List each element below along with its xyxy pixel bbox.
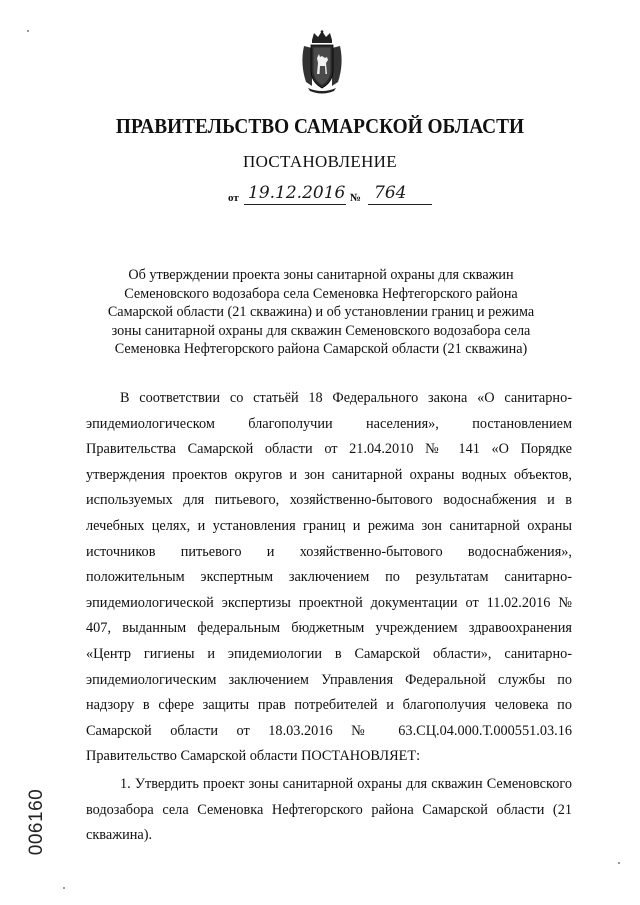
document-subject: Об утверждении проекта зоны санитарной охраны для скважин Семеновского водозабора села Семеновка Нефтегорского района Самарской области (21 скважина) и об установлении границ и режима зоны санитарной охраны для скважин Семеновского водозабора села Семеновка Нефтегорского района Самарской области (21 скважина) bbox=[107, 267, 535, 357]
body-preamble: В соответствии со статьёй 18 Федерального закона «О санитарно-эпидемиологическом благополучии населения», постановлением Правительства Самарской области от 21.04.2010 № 141 «О Порядке утверждения проектов округов и зон санитарной охраны водных объектов, используемых для питьевого, хозяйственно-бытового водоснабжения и в лечебных целях, и установления границ и режима зон санитарной охраны источников питьевого и хозяйственно-бытового водоснабжения», положительным экспертным заключением по результатам санитарно-эпидемиологической экспертизы проектной документации от 11.02.2016 № 407, выданным федеральным бюджетным учреждением здравоохранения «Центр гигиены и эпидемиологии в Самарской области», санитарно-эпидемиологическим заключением Управления Федеральной службы по надзору в сфере защиты прав потребителей и благополучия человека по Самарской области от 18.03.2016 № 63.СЦ.04.000.Т.000551.03.16 Правительство Самарской области ПОСТАНОВЛЯЕТ: bbox=[86, 390, 572, 765]
body-item-1: 1. Утвердить проект зоны санитарной охраны для скважин Семеновского водозабора села Семеновка Нефтегорского района Самарской области (21 скважина). bbox=[86, 775, 572, 844]
date-number-line bbox=[228, 182, 438, 208]
number-underline bbox=[368, 204, 432, 205]
number-prefix: № bbox=[350, 192, 362, 204]
margin-stamp-number: 006160 bbox=[26, 788, 47, 856]
margin-stamp bbox=[22, 772, 52, 872]
government-title: ПРАВИТЕЛЬСТВО САМАРСКОЙ ОБЛАСТИ bbox=[115, 114, 525, 138]
scan-speck bbox=[27, 30, 29, 32]
handwritten-date: 19.12.2016 bbox=[248, 183, 346, 203]
coat-of-arms-icon bbox=[298, 30, 346, 94]
scan-speck bbox=[618, 862, 620, 864]
scan-speck bbox=[63, 887, 65, 889]
document-type: ПОСТАНОВЛЕНИЕ bbox=[243, 152, 397, 171]
date-prefix: от bbox=[228, 192, 239, 204]
handwritten-number: 764 bbox=[374, 183, 407, 203]
document-body bbox=[86, 386, 572, 849]
date-underline bbox=[244, 204, 346, 205]
